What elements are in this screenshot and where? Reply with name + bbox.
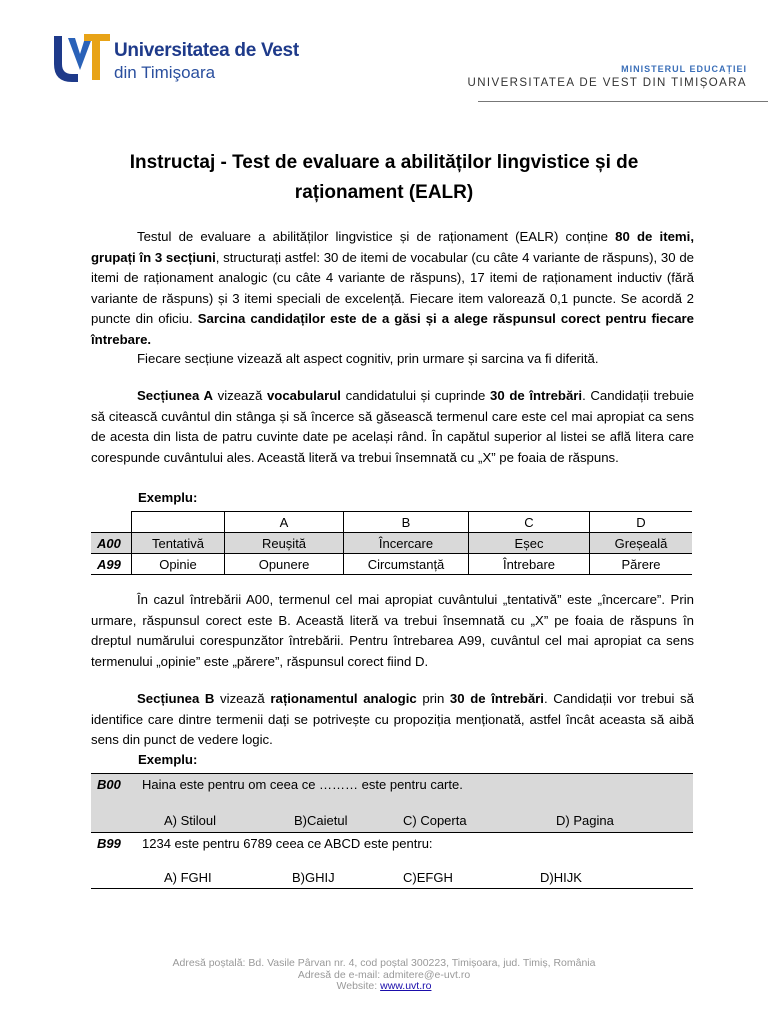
footer-website bbox=[90, 981, 678, 993]
section-b-title: Secțiunea B bbox=[137, 691, 215, 706]
uvt-emblem-icon bbox=[50, 30, 112, 88]
table-cell: Circumstanță bbox=[344, 554, 469, 575]
footer-address: Adresă poștală: Bd. Vasile Pârvan nr. 4, cod poștal 300223, Timișoara, jud. Timiș, România bbox=[172, 957, 596, 969]
intro-text-1: Testul de evaluare a abilităților lingvistice și de raționament (EALR) conține bbox=[137, 229, 616, 244]
intro-paragraph-2: Fiecare secțiune vizează alt aspect cognitiv, prin urmare și sarcina va fi diferită. bbox=[137, 351, 599, 366]
section-a-example-label: Exemplu: bbox=[138, 490, 198, 505]
option-a: A) Stiloul bbox=[164, 813, 217, 828]
intro-bold-task: Sarcina candidaților este de a găsi și a alege răspunsul corect pentru fiecare întrebare. bbox=[91, 311, 694, 347]
table-cell: Încercare bbox=[344, 533, 469, 554]
logo-title: Universitatea de Vest bbox=[114, 40, 299, 61]
option-b: B)Caietul bbox=[294, 813, 348, 828]
header-divider bbox=[478, 101, 768, 102]
section-a-example-table bbox=[91, 511, 692, 575]
section-a-title: Secțiunea A bbox=[137, 388, 213, 403]
section-b-text-1: vizează bbox=[214, 691, 271, 706]
website-link[interactable]: www.uvt.ro bbox=[380, 980, 432, 992]
section-b-bold-count: 30 de întrebări bbox=[449, 691, 544, 706]
section-b-bold-analog: raționamentul analogic bbox=[270, 691, 417, 706]
section-b-text-3: . Candidații vor trebui să identifice care dintre termenii dați se potrivește cu propoziția menționată, astfel încât aceasta să aibă sens din punct de vedere logic. bbox=[91, 691, 694, 748]
table-row bbox=[91, 833, 693, 889]
table-cell: Eșec bbox=[469, 533, 590, 554]
section-a-bold-count: 30 de întrebări bbox=[490, 388, 583, 403]
section-a-text-3: . Candidații trebuie să citească cuvântul din stânga și să încerce să găsească termenul care este cel mai apropiat ca sens de acesta din lista de patru cuvinte date pe același rând. În capătul superior al listei se află litera care corespunde cuvântului ales. Această literă va trebui însemnată cu „X” pe foaia de răspuns. bbox=[91, 388, 695, 465]
table-header-cell: D bbox=[590, 512, 693, 533]
section-b-text-2: prin bbox=[416, 691, 450, 706]
logo-subtitle: din Timişoara bbox=[114, 63, 216, 82]
table-header-cell: C bbox=[469, 512, 590, 533]
item-id: B00 bbox=[97, 777, 121, 792]
table-row bbox=[91, 533, 692, 554]
table-cell: Întrebare bbox=[469, 554, 590, 575]
footer bbox=[90, 958, 678, 993]
ministry-name: MINISTERUL EDUCAȚIEI bbox=[621, 64, 747, 74]
section-a-paragraph bbox=[91, 386, 694, 468]
table-cell: Opunere bbox=[225, 554, 344, 575]
section-a-explanation: În cazul întrebării A00, termenul cel mai apropiat cuvântului „tentativă” este „încercare”. Prin urmare, răspunsul corect este B. Această literă va trebui însemnată cu „X” pe foaia de răspuns în dreptul numărului corespunzător întrebării. Pentru întrebarea A99, cuvântul cel mai apropiat ca sens termenului „opinie” este „părere”, răspunsul corect fiind D. bbox=[91, 592, 694, 669]
item-question: Haina este pentru om ceea ce ……… este pentru carte. bbox=[142, 777, 463, 792]
table-row bbox=[91, 554, 692, 575]
table-cell-id: A99 bbox=[91, 554, 132, 575]
table-cell: Reușită bbox=[225, 533, 344, 554]
table-header-row bbox=[91, 512, 692, 533]
option-d: D) Pagina bbox=[556, 813, 614, 828]
option-d: D)HIJK bbox=[540, 870, 582, 885]
option-b: B)GHIJ bbox=[292, 870, 335, 885]
section-b-example-table bbox=[91, 773, 693, 889]
table-cell: Tentativă bbox=[132, 533, 225, 554]
section-b-paragraph bbox=[91, 689, 694, 751]
intro-bold-items: 80 de itemi, grupați în 3 secțiuni bbox=[91, 229, 694, 265]
section-a-bold-vocab: vocabularul bbox=[266, 388, 341, 403]
footer-email: Adresă de e-mail: admitere@e-uvt.ro bbox=[297, 968, 471, 981]
section-a-text-2: candidatului și cuprinde bbox=[340, 388, 491, 403]
section-b-example-label: Exemplu: bbox=[138, 752, 198, 767]
table-header-cell bbox=[91, 512, 132, 533]
document-title: Instructaj - Test de evaluare a abilităților lingvistice și de raționament (EALR) bbox=[129, 152, 639, 203]
section-a-text-1: vizează bbox=[212, 388, 267, 403]
university-logo bbox=[50, 30, 299, 90]
table-cell: Părere bbox=[590, 554, 693, 575]
intro-paragraph bbox=[91, 227, 694, 351]
option-a: A) FGHI bbox=[164, 870, 212, 885]
table-cell: Greșeală bbox=[590, 533, 693, 554]
table-header-cell: B bbox=[344, 512, 469, 533]
item-id: B99 bbox=[97, 836, 121, 851]
item-question: 1234 este pentru 6789 ceea ce ABCD este pentru: bbox=[142, 836, 433, 851]
intro-text-2: , structurați astfel: 30 de itemi de vocabular (cu câte 4 variante de răspuns), 30 de itemi de raționament analogic (cu câte 4 variante de răspuns), 17 itemi de raționament inductiv (fără variante de răspuns) și 3 itemi speciali de excelență. Fiecare item valorează 0,1 puncte. Se acordă 2 puncte din oficiu. bbox=[91, 249, 694, 327]
table-header-cell: A bbox=[225, 512, 344, 533]
table-cell: Opinie bbox=[132, 554, 225, 575]
university-name: UNIVERSITATEA DE VEST DIN TIMIȘOARA bbox=[467, 77, 747, 89]
table-header-cell bbox=[132, 512, 225, 533]
footer-website-label: Website: bbox=[336, 980, 381, 992]
option-c: C)EFGH bbox=[403, 870, 453, 885]
table-row bbox=[91, 773, 693, 833]
table-cell-id: A00 bbox=[91, 533, 132, 554]
option-c: C) Coperta bbox=[403, 813, 467, 828]
